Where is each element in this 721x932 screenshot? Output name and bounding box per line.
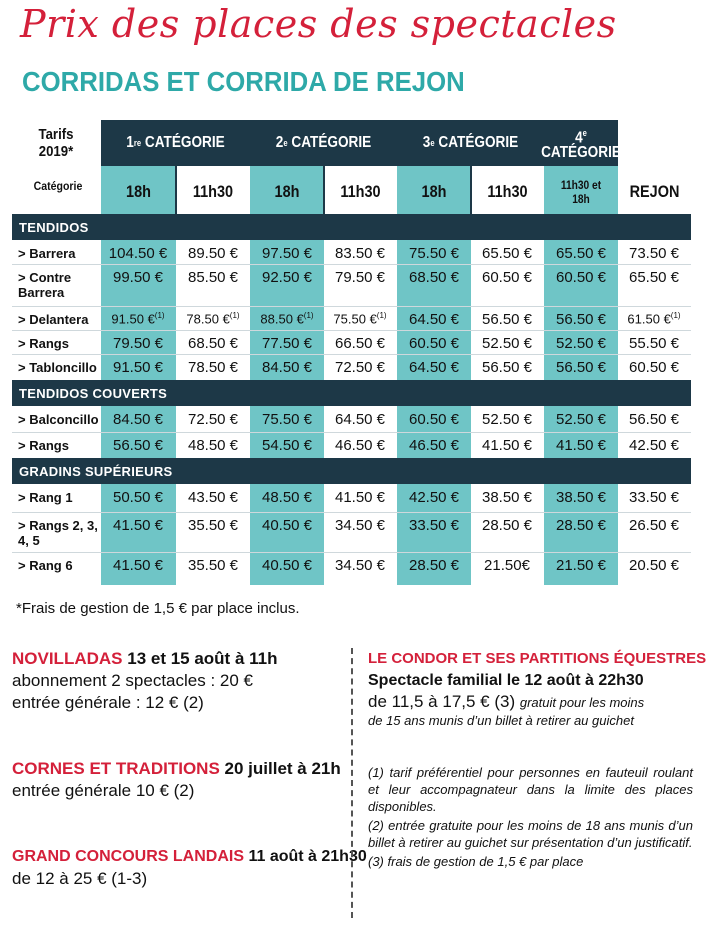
row-label: > Contre Barrera: [18, 270, 72, 300]
footnote: *Frais de gestion de 1,5 € par place inclus.: [16, 600, 300, 617]
price-cell: [113, 335, 163, 352]
row-divider: [12, 432, 691, 433]
price-value: 56.50 €: [112, 437, 164, 454]
price-cell: [188, 557, 238, 574]
section-header: TENDIDOS: [12, 214, 691, 240]
price-cell: [629, 411, 679, 428]
price-table: [12, 120, 691, 585]
price-value: 56.50 €: [628, 411, 680, 428]
price-cell: [335, 489, 385, 506]
row-label: > Rangs: [18, 438, 69, 453]
row-divider: [12, 552, 691, 553]
price-value: 78.50 €: [186, 311, 230, 327]
price-cell: [556, 437, 606, 454]
price-value: 65.50 €: [628, 269, 680, 286]
row-label: > Rang 6: [18, 558, 73, 573]
price-cell: [262, 245, 312, 262]
price-value: 48.50 €: [261, 489, 313, 506]
price-value: 64.50 €: [408, 359, 460, 376]
concours-line1: de 12 à 25 € (1-3): [12, 869, 148, 888]
concours-date: 11 août à 21h30: [248, 848, 367, 865]
price-value: 43.50 €: [187, 489, 239, 506]
price-value: 34.50 €: [334, 517, 386, 534]
sub-header-1: 18h: [126, 182, 151, 201]
price-cell: [482, 437, 532, 454]
price-cell: [109, 245, 167, 262]
price-cell: [409, 411, 459, 428]
price-value: 41.50 €: [112, 517, 164, 534]
row-divider: [12, 264, 691, 265]
footnote-marker: (1): [154, 311, 165, 320]
price-value: 89.50 €: [187, 245, 239, 262]
price-value: 38.50 €: [555, 489, 607, 506]
price-value: 65.50 €: [481, 245, 533, 262]
price-cell: [629, 517, 679, 534]
price-value: 40.50 €: [261, 557, 313, 574]
price-cell: [556, 411, 606, 428]
price-cell: [482, 335, 532, 352]
novilladas-block: [12, 648, 342, 714]
price-value: 55.50 €: [628, 335, 680, 352]
footnote-marker: (1): [229, 311, 240, 320]
price-cell: [113, 557, 163, 574]
price-value: 91.50 €: [111, 311, 155, 327]
price-cell: [262, 335, 312, 352]
cornes-line1: entrée générale 10 € (2): [12, 781, 195, 800]
price-value: 40.50 €: [261, 517, 313, 534]
column-divider: [351, 648, 353, 918]
price-cell: [262, 437, 312, 454]
price-cell: [409, 335, 459, 352]
price-cell: [482, 517, 532, 534]
price-cell: [409, 557, 459, 574]
condor-price: de 11,5 à 17,5 € (3): [368, 692, 516, 711]
price-cell: [409, 437, 459, 454]
price-cell: [335, 245, 385, 262]
note-1: (1) tarif préférentiel pour personnes en fauteuil roulant et leur accompagnateur dans la limite des places disponibles.: [368, 765, 693, 814]
sub-header-3: 18h: [274, 182, 300, 201]
price-cell: [333, 311, 386, 326]
price-cell: [188, 517, 238, 534]
price-value: 91.50 €: [112, 359, 164, 376]
price-cell: [482, 311, 532, 328]
cornes-date: 20 juillet à 21h: [224, 759, 341, 778]
price-cell: [113, 437, 163, 454]
novilladas-line1: abonnement 2 spectacles : 20 €: [12, 671, 253, 690]
price-value: 88.50 €: [260, 311, 304, 327]
concours-title: GRAND CONCOURS LANDAIS: [12, 848, 244, 865]
price-value: 46.50 €: [334, 437, 386, 454]
price-cell: [262, 411, 312, 428]
note-2: (2) entrée gratuite pour les moins de 18 ans munis d’un billet à retirer au guichet sur présentation d’un justificatif.: [368, 818, 693, 850]
condor-block: [368, 648, 707, 729]
price-cell: [335, 359, 385, 376]
price-cell: [335, 269, 385, 286]
price-cell: [188, 269, 238, 286]
price-value: 56.50 €: [481, 359, 533, 376]
price-value: 84.50 €: [112, 411, 164, 428]
price-value: 64.50 €: [334, 411, 386, 428]
section-header: GRADINS SUPÉRIEURS: [12, 458, 691, 484]
price-cell: [629, 269, 679, 286]
price-cell: [188, 359, 238, 376]
price-cell: [556, 335, 606, 352]
price-value: 79.50 €: [334, 269, 386, 286]
price-value: 104.50 €: [108, 245, 168, 262]
cornes-title: CORNES ET TRADITIONS: [12, 759, 220, 778]
price-value: 99.50 €: [112, 269, 164, 286]
cat2-header: 2 e CATÉGORIE: [275, 134, 372, 151]
price-cell: [335, 335, 385, 352]
price-cell: [262, 557, 312, 574]
price-cell: [556, 311, 606, 328]
price-value: 64.50 €: [408, 311, 460, 328]
price-value: 56.50 €: [481, 311, 533, 328]
price-value: 21.50 €: [555, 557, 607, 574]
price-value: 33.50 €: [408, 517, 460, 534]
price-value: 41.50 €: [334, 489, 386, 506]
price-cell: [262, 269, 312, 286]
price-cell: [629, 359, 679, 376]
row-divider: [12, 330, 691, 331]
footnote-marker: (1): [376, 311, 387, 320]
price-value: 72.50 €: [334, 359, 386, 376]
price-value: 52.50 €: [481, 411, 533, 428]
price-value: 85.50 €: [187, 269, 239, 286]
subheader-divider: [470, 166, 472, 214]
price-value: 52.50 €: [481, 335, 533, 352]
price-value: 54.50 €: [261, 437, 313, 454]
price-value: 84.50 €: [261, 359, 313, 376]
price-cell: [409, 269, 459, 286]
price-value: 68.50 €: [408, 269, 460, 286]
subheader-divider: [175, 166, 177, 214]
price-value: 75.50 €: [261, 411, 313, 428]
price-cell: [556, 557, 606, 574]
row-label: > Balconcillo: [18, 412, 99, 427]
price-cell: [482, 489, 532, 506]
price-cell: [556, 245, 606, 262]
price-cell: [260, 311, 313, 326]
price-value: 28.50 €: [481, 517, 533, 534]
row-divider: [12, 512, 691, 513]
price-value: 56.50 €: [555, 359, 607, 376]
price-value: 83.50 €: [334, 245, 386, 262]
condor-subtitle: Spectacle familial le 12 août à 22h30: [368, 672, 644, 689]
novilladas-date: 13 et 15 août à 11h: [127, 649, 278, 668]
price-cell: [335, 437, 385, 454]
price-value: 52.50 €: [555, 335, 607, 352]
price-cell: [186, 311, 239, 326]
price-value: 73.50 €: [628, 245, 680, 262]
price-value: 52.50 €: [555, 411, 607, 428]
price-value: 72.50 €: [187, 411, 239, 428]
cat3-header: 3 e CATÉGORIE: [422, 134, 519, 151]
price-value: 92.50 €: [261, 269, 313, 286]
price-value: 60.50 €: [628, 359, 680, 376]
price-value: 42.50 €: [408, 489, 460, 506]
novilladas-title: NOVILLADAS: [12, 649, 123, 668]
price-cell: [629, 489, 679, 506]
subheader-divider: [323, 166, 325, 214]
price-cell: [113, 489, 163, 506]
price-cell: [188, 489, 238, 506]
price-value: 41.50 €: [555, 437, 607, 454]
price-cell: [113, 359, 163, 376]
price-cell: [262, 359, 312, 376]
price-cell: [113, 269, 163, 286]
price-value: 38.50 €: [481, 489, 533, 506]
price-value: 97.50 €: [261, 245, 313, 262]
condor-note-a: gratuit pour les moins: [519, 695, 645, 710]
price-cell: [113, 517, 163, 534]
price-cell: [482, 411, 532, 428]
price-cell: [113, 411, 163, 428]
price-cell: [188, 437, 238, 454]
price-cell: [188, 411, 238, 428]
categorie-label: Catégorie: [33, 179, 83, 193]
price-value: 26.50 €: [628, 517, 680, 534]
price-value: 46.50 €: [408, 437, 460, 454]
row-divider: [12, 306, 691, 307]
note-3: (3) frais de gestion de 1,5 € par place: [368, 854, 584, 869]
footnote-marker: (1): [303, 311, 314, 320]
price-cell: [335, 517, 385, 534]
price-value: 60.50 €: [555, 269, 607, 286]
notes-block: [368, 764, 693, 870]
price-cell: [484, 557, 530, 574]
page-title: Prix des places des spectacles: [20, 2, 617, 46]
sub-header-2: 11h30: [192, 182, 234, 201]
row-label: > Rang 1: [18, 490, 73, 505]
price-value: 56.50 €: [555, 311, 607, 328]
price-value: 75.50 €: [333, 311, 377, 327]
price-cell: [409, 489, 459, 506]
row-label: > Delantera: [18, 312, 89, 327]
condor-title: LE CONDOR ET SES PARTITIONS ÉQUESTRES: [368, 650, 707, 667]
price-cell: [629, 437, 679, 454]
concours-block: [12, 846, 367, 890]
cat1-header: 1 re CATÉGORIE: [126, 134, 225, 151]
row-divider: [12, 354, 691, 355]
price-cell: [629, 557, 679, 574]
price-value: 77.50 €: [261, 335, 313, 352]
price-value: 79.50 €: [112, 335, 164, 352]
price-value: 68.50 €: [187, 335, 239, 352]
price-cell: [409, 311, 459, 328]
price-value: 35.50 €: [187, 557, 239, 574]
price-cell: [335, 557, 385, 574]
price-cell: [188, 245, 238, 262]
price-cell: [409, 359, 459, 376]
condor-note-b: de 15 ans munis d’un billet à retirer au guichet: [368, 713, 634, 728]
price-cell: [188, 335, 238, 352]
sub-header-4: 11h30: [340, 182, 381, 201]
price-value: 21.50€: [484, 557, 530, 574]
price-cell: [262, 517, 312, 534]
row-label: > Rangs: [18, 336, 69, 351]
price-cell: [629, 245, 679, 262]
novilladas-line2: entrée générale : 12 € (2): [12, 693, 204, 712]
price-value: 60.50 €: [408, 335, 460, 352]
price-value: 35.50 €: [187, 517, 239, 534]
price-cell: [556, 489, 606, 506]
price-value: 48.50 €: [187, 437, 239, 454]
price-cell: [556, 359, 606, 376]
price-value: 78.50 €: [187, 359, 239, 376]
price-value: 66.50 €: [334, 335, 386, 352]
price-value: 41.50 €: [112, 557, 164, 574]
row-label: > Barrera: [18, 246, 76, 261]
sub-header-7: 11h30 et 18h: [560, 178, 602, 206]
price-value: 33.50 €: [628, 489, 680, 506]
price-cell: [409, 517, 459, 534]
price-value: 28.50 €: [555, 517, 607, 534]
price-cell: [111, 311, 164, 326]
price-value: 20.50 €: [628, 557, 680, 574]
price-value: 60.50 €: [408, 411, 460, 428]
sub-header-6: 11h30: [487, 182, 528, 201]
price-cell: [482, 269, 532, 286]
sub-header-5: 18h: [421, 182, 447, 201]
tarifs-label: Tarifs 2019*: [38, 126, 74, 160]
cat4-header: 4e CATÉGORIE: [541, 127, 621, 162]
price-value: 50.50 €: [112, 489, 164, 506]
row-label: > Rangs 2, 3, 4, 5: [18, 518, 98, 548]
price-value: 41.50 €: [481, 437, 533, 454]
price-cell: [482, 245, 532, 262]
price-value: 61.50 €: [627, 311, 671, 327]
price-cell: [627, 311, 680, 326]
price-value: 65.50 €: [555, 245, 607, 262]
price-value: 42.50 €: [628, 437, 680, 454]
row-label: > Tabloncillo: [18, 360, 97, 375]
price-cell: [482, 359, 532, 376]
sub-header-8: REJON: [629, 182, 680, 201]
price-value: 28.50 €: [408, 557, 460, 574]
price-value: 34.50 €: [334, 557, 386, 574]
price-cell: [262, 489, 312, 506]
price-cell: [556, 517, 606, 534]
cornes-block: [12, 758, 342, 802]
price-value: 75.50 €: [408, 245, 460, 262]
price-value: 60.50 €: [481, 269, 533, 286]
price-cell: [556, 269, 606, 286]
footnote-marker: (1): [670, 311, 681, 320]
section-header: TENDIDOS COUVERTS: [12, 380, 691, 406]
price-cell: [629, 335, 679, 352]
price-cell: [335, 411, 385, 428]
page-subtitle: CORRIDAS ET CORRIDA DE REJON: [22, 66, 465, 97]
price-cell: [409, 245, 459, 262]
